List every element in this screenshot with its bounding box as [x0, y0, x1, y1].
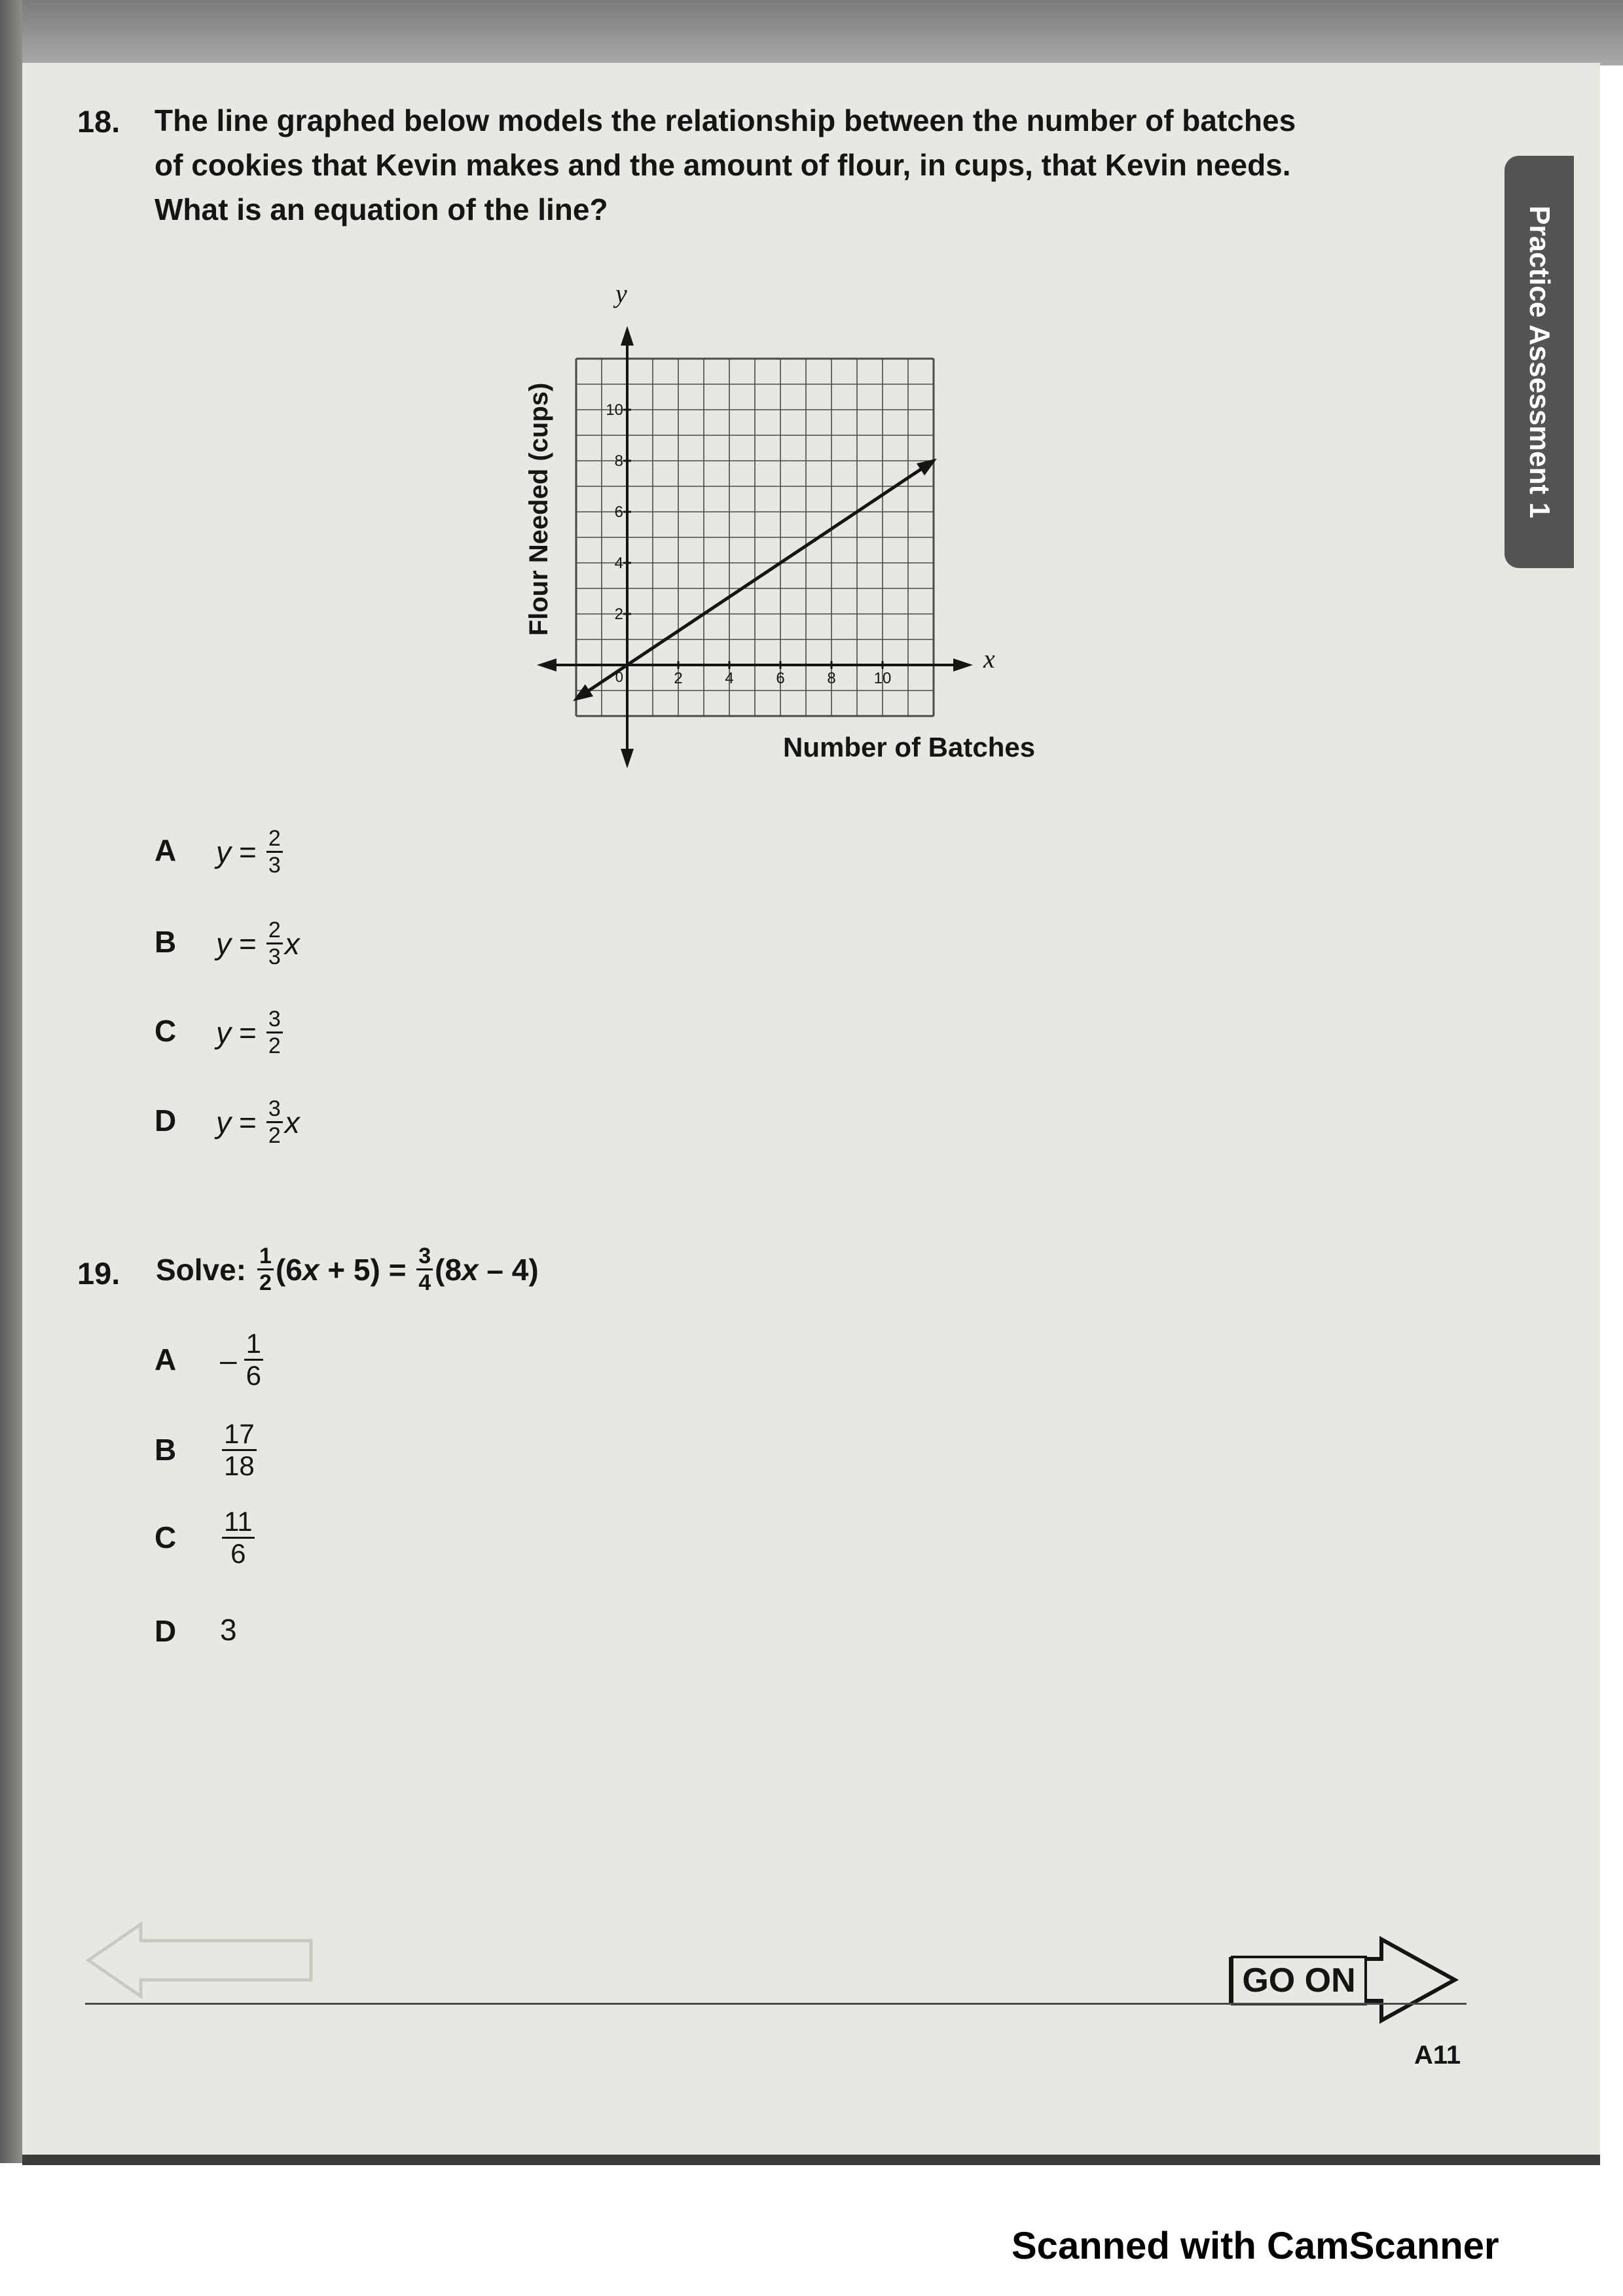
numerator: 17: [222, 1419, 257, 1451]
equation-part: (6: [275, 1252, 302, 1287]
page-bottom-edge: [22, 2155, 1600, 2165]
fraction: [266, 1096, 283, 1148]
choice-lhs: y: [216, 1015, 231, 1050]
choice-lhs: y: [216, 834, 231, 869]
faded-arrow-icon: [82, 1918, 318, 2003]
y-tick-label: 6: [614, 503, 623, 521]
numerator: 3: [266, 1096, 283, 1123]
denominator: 6: [230, 1538, 246, 1569]
fraction: [244, 1329, 263, 1391]
fraction: [222, 1419, 257, 1481]
numerator: 11: [222, 1507, 255, 1539]
equals-sign: =: [239, 834, 257, 869]
fraction: [416, 1244, 433, 1295]
graph-ticks: [606, 401, 891, 687]
choice-expression[interactable]: [216, 1096, 300, 1148]
denominator: 18: [224, 1450, 255, 1481]
choice-letter: D: [155, 1614, 177, 1648]
choice-letter: B: [155, 925, 177, 959]
denominator: 2: [268, 1123, 281, 1148]
scan-left-shadow: [0, 0, 22, 2163]
equation-part: (8: [435, 1252, 462, 1287]
fraction: [266, 918, 283, 969]
denominator: 2: [259, 1270, 272, 1295]
equation-part: + 5) =: [319, 1252, 415, 1287]
y-tick-label: 10: [606, 401, 623, 419]
numerator: 1: [257, 1244, 274, 1270]
y-axis-arrow-icon: [621, 326, 634, 346]
equals-sign: =: [239, 1015, 257, 1050]
side-tab-label: Practice Assessment 1: [1523, 206, 1556, 518]
choice-value[interactable]: [220, 1600, 237, 1647]
choice-expression[interactable]: [216, 918, 300, 969]
page-number: A11: [1414, 2041, 1461, 2070]
y-tick-label: 2: [614, 605, 623, 623]
y-axis-letter: y: [615, 279, 627, 308]
x-axis-arrow-icon: [537, 658, 556, 672]
y-axis-label: Flour Needed (cups): [524, 382, 553, 636]
footer-rule: [85, 2003, 1467, 2005]
minus-sign: –: [220, 1342, 237, 1377]
numerator: 1: [244, 1329, 263, 1361]
x-tick-label: 2: [674, 670, 683, 687]
choice-lhs: y: [216, 926, 231, 961]
denominator: 2: [268, 1033, 281, 1058]
question-19-number: 19.: [77, 1256, 120, 1291]
equation-variable: x: [302, 1252, 319, 1287]
fraction: [266, 1007, 283, 1058]
denominator: 3: [268, 944, 281, 969]
choice-variable: x: [284, 926, 300, 961]
choice-letter: D: [155, 1103, 177, 1138]
scan-top-shadow: [0, 0, 1623, 65]
fraction: [266, 826, 283, 878]
equation-variable: x: [462, 1252, 479, 1287]
fraction: [257, 1244, 274, 1295]
question-18-line: of cookies that Kevin makes and the amount of flour, in cups, that Kevin needs.: [155, 148, 1291, 182]
choice-letter: C: [155, 1520, 177, 1554]
numerator: 2: [266, 918, 283, 944]
question-19-equation: [156, 1244, 539, 1295]
choice-expression[interactable]: [216, 1007, 285, 1058]
equals-sign: =: [239, 926, 257, 961]
question-18-line: What is an equation of the line?: [155, 192, 608, 226]
x-axis-arrow-icon: [953, 658, 973, 672]
choice-number: 3: [220, 1613, 237, 1647]
equals-sign: =: [239, 1105, 257, 1139]
choice-value[interactable]: [220, 1419, 259, 1481]
question-18-number: 18.: [77, 104, 120, 139]
denominator: 6: [246, 1360, 261, 1391]
x-axis-letter: x: [983, 644, 995, 673]
question-18-line: The line graphed below models the relationship between the number of batches: [155, 103, 1296, 137]
numerator: 3: [416, 1244, 433, 1270]
choice-letter: A: [155, 833, 177, 867]
x-tick-label: 4: [725, 670, 734, 687]
y-tick-label: 4: [614, 554, 623, 572]
flour-batches-graph: [517, 275, 1054, 772]
choice-lhs: y: [216, 1105, 231, 1139]
denominator: 4: [418, 1270, 431, 1295]
equation-part: – 4): [478, 1252, 539, 1287]
choice-variable: x: [284, 1105, 300, 1139]
x-axis-label: Number of Batches: [783, 732, 1036, 762]
scanner-watermark: Scanned with CamScanner: [1012, 2225, 1499, 2267]
solve-prefix: Solve:: [156, 1252, 247, 1287]
choice-letter: A: [155, 1342, 177, 1376]
x-tick-label: 10: [873, 670, 892, 687]
choice-letter: B: [155, 1433, 177, 1467]
origin-label: 0: [615, 669, 623, 685]
x-tick-label: 6: [776, 670, 785, 687]
go-on-label: GO ON: [1231, 1956, 1367, 2005]
numerator: 2: [266, 826, 283, 853]
fraction: [222, 1507, 255, 1569]
choice-value[interactable]: [220, 1507, 257, 1569]
numerator: 3: [266, 1007, 283, 1033]
question-18-text: [155, 98, 1296, 232]
choice-value[interactable]: [220, 1329, 265, 1391]
choice-letter: C: [155, 1014, 177, 1048]
y-axis-arrow-icon: [621, 749, 634, 768]
denominator: 3: [268, 853, 281, 878]
x-tick-label: 8: [827, 670, 836, 687]
y-tick-label: 8: [614, 452, 623, 470]
choice-expression[interactable]: [216, 826, 285, 878]
